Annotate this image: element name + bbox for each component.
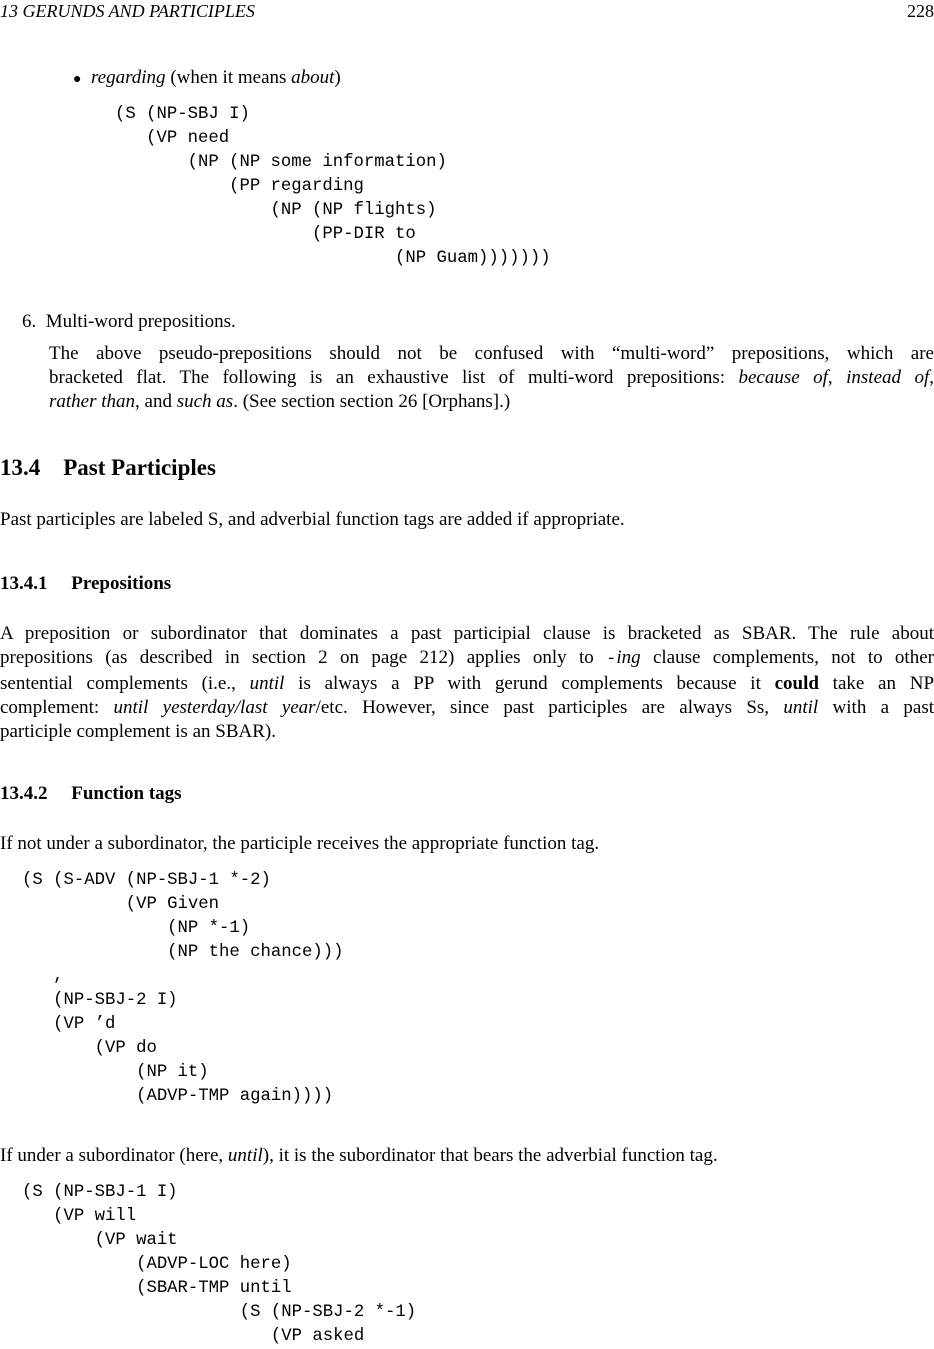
- term-until: until: [249, 673, 285, 694]
- paragraph-line: [49, 390, 934, 414]
- paragraph-line: participle complement is an SBAR).: [0, 721, 276, 742]
- term-such-as: such as: [176, 391, 234, 412]
- bullet-close: ): [334, 67, 341, 88]
- code-example-given: (S (S-ADV (NP-SBJ-1 *-2) (VP Given (NP *-1) (NP the chance))) , (NP-SBJ-2 I) (VP ’d (VP do (NP it) (ADVP-TMP again)))): [22, 871, 344, 1106]
- term-rather-than: rather than: [49, 391, 136, 412]
- text-span: /etc. However, since past participles are always Ss,: [315, 697, 784, 718]
- subsection-number: 13.4.1: [0, 573, 48, 594]
- text-span: ,: [827, 367, 847, 388]
- code-example-regarding: (S (NP-SBJ I) (VP need (NP (NP some information) (PP regarding (NP (NP flights) (PP-DIR to (NP Guam))))))): [115, 105, 551, 268]
- term-until: until: [783, 697, 819, 718]
- subsection-heading-13-4-2: [0, 782, 182, 806]
- term-because-of: because of: [738, 367, 828, 388]
- paragraph-line: [0, 696, 934, 720]
- prepositions-paragraph: [0, 622, 934, 744]
- text-span: ), it is the subordinator that bears the adverbial function tag.: [262, 1145, 718, 1166]
- paragraph-line: The above pseudo-prepositions should not be confused with “multi-word” prepositions, which are: [49, 343, 934, 364]
- paragraph-line: [0, 646, 934, 672]
- past-participles-paragraph: Past participles are labeled S, and adverbial function tags are added if appropriate.: [0, 509, 625, 530]
- text-span: clause complements, not to other: [640, 647, 934, 668]
- term-ing: ing: [616, 647, 641, 668]
- text-span: bracketed flat. The following is an exhaustive list of multi-word prepositions:: [49, 367, 739, 388]
- text-span: . (See section section 26 [Orphans].): [233, 391, 511, 412]
- subsection-heading-13-4-1: [0, 572, 171, 596]
- subsection-title: Function tags: [71, 783, 182, 804]
- text-span: If under a subordinator (here,: [0, 1145, 228, 1166]
- paragraph-line: [0, 672, 934, 696]
- term-until: until: [227, 1145, 263, 1166]
- section-number: 13.4: [0, 455, 41, 480]
- multiword-paragraph: [49, 342, 934, 414]
- term-regarding: regarding: [90, 67, 166, 88]
- hyphen-span: -: [606, 650, 617, 669]
- bullet-item: [73, 66, 341, 92]
- bullet-marker: ●: [73, 72, 82, 87]
- term-instead-of: instead of: [846, 367, 930, 388]
- subsection-number: 13.4.2: [0, 783, 48, 804]
- code-example-until: (S (NP-SBJ-1 I) (VP will (VP wait (ADVP-LOC here) (SBAR-TMP until (S (NP-SBJ-2 *-1) (VP asked: [22, 1183, 417, 1346]
- text-span: take an NP: [818, 673, 934, 694]
- paragraph-line: A preposition or subordinator that dominates a past participial clause is bracketed as SBAR. The rule about: [0, 623, 934, 644]
- term-could: could: [774, 673, 819, 694]
- running-header-title: 13 GERUNDS AND PARTICIPLES: [0, 1, 255, 21]
- text-span: , and: [135, 391, 177, 412]
- text-span: prepositions (as described in section 2 on page 212) applies only to: [0, 647, 607, 668]
- text-span: ,: [929, 367, 934, 388]
- subsection-title: Prepositions: [71, 573, 172, 594]
- page-number: 228: [907, 1, 934, 21]
- text-span: sentential complements (i.e.,: [0, 673, 250, 694]
- term-until-yesterday: until yesterday/last year: [113, 697, 316, 718]
- term-about: about: [291, 67, 335, 88]
- paragraph-line: [49, 366, 934, 390]
- list-item-6-heading: [22, 310, 236, 334]
- section-title: Past Participles: [63, 455, 216, 480]
- function-tags-paragraph: If not under a subordinator, the participle receives the appropriate function tag.: [0, 833, 600, 854]
- text-span: with a past: [818, 697, 934, 718]
- text-span: complement:: [0, 697, 114, 718]
- list-item-title: Multi-word prepositions.: [45, 311, 236, 332]
- bullet-text: (when it means: [165, 67, 292, 88]
- text-span: is always a PP with gerund complements because it: [284, 673, 775, 694]
- section-heading-13-4: [0, 454, 216, 482]
- subordinator-paragraph: [0, 1144, 718, 1168]
- list-number: 6.: [22, 311, 37, 332]
